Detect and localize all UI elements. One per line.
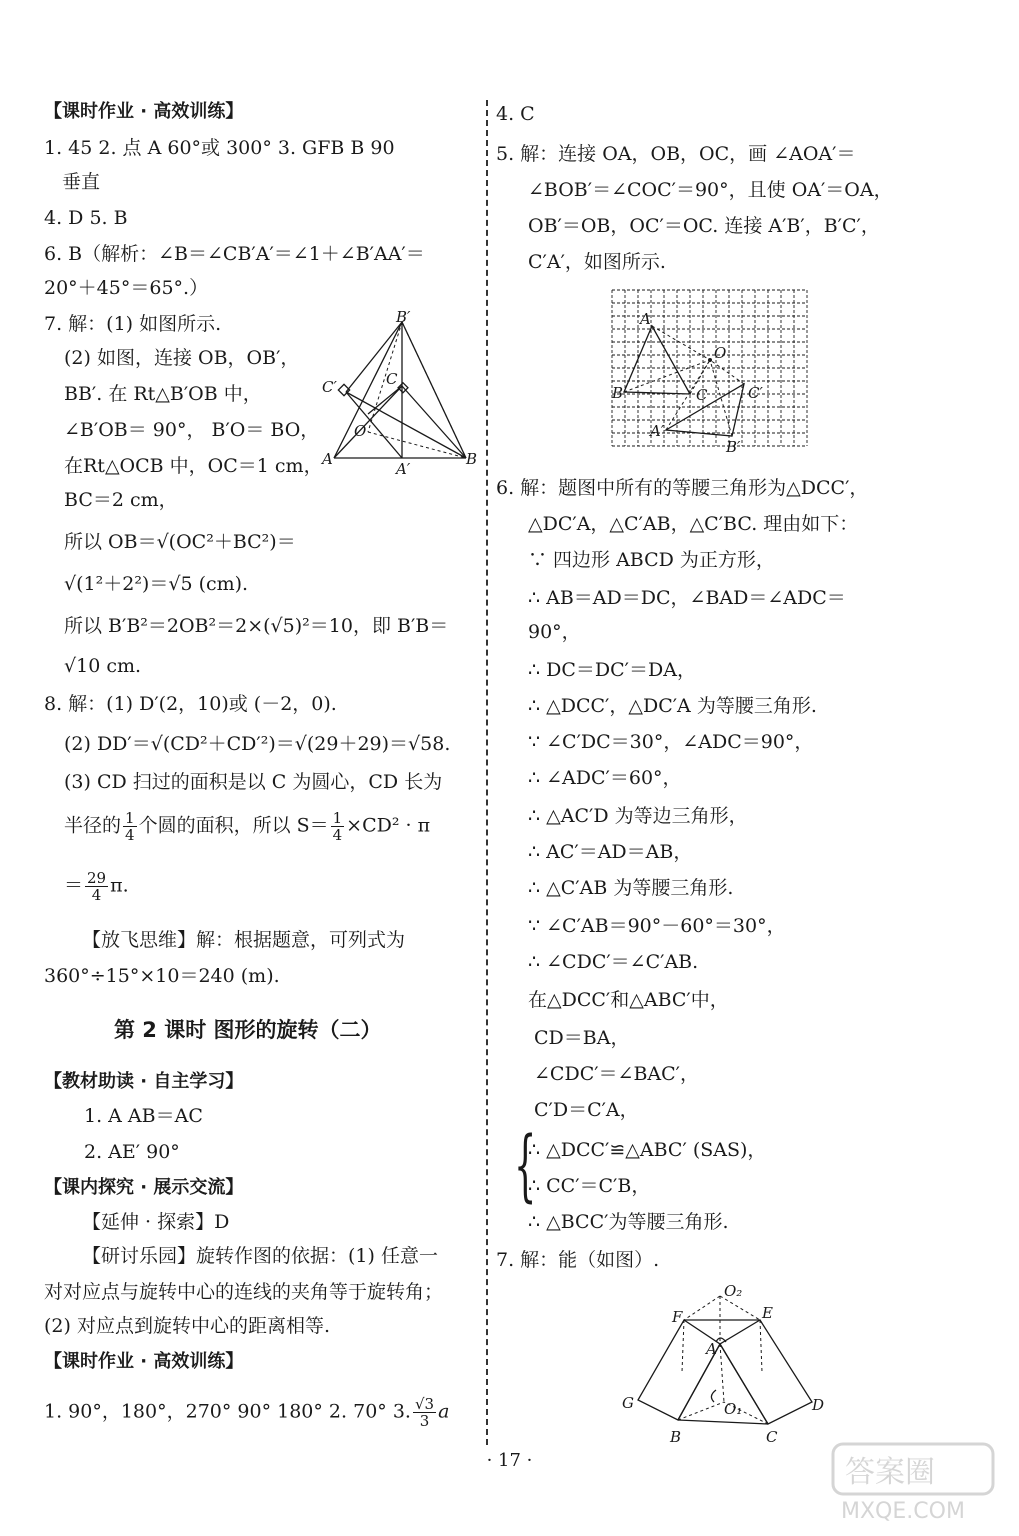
answer-line: ∴ △AC′D 为等边三角形， xyxy=(528,805,748,827)
fraction: $\frac{√3}{3}$ xyxy=(414,1395,435,1430)
point-label: E xyxy=(762,1304,773,1322)
answer-line: (2) 对应点到旋转中心的距离相等. xyxy=(44,1315,330,1337)
point-label: O₂ xyxy=(724,1282,743,1300)
point-label: B xyxy=(612,384,624,402)
answer-line: ∴ DC＝DC′＝DA， xyxy=(528,659,696,681)
lesson-title: 第 2 课时 图形的旋转（二） xyxy=(114,1018,382,1042)
answer-line: 90°， xyxy=(528,621,581,643)
answer-line: ∴ ∠ADC′＝60°， xyxy=(528,767,682,789)
answer-line: ∠CDC′＝∠BAC′， xyxy=(534,1063,699,1085)
answer-line: ∠BOB′＝∠COC′＝90°，且使 OA′＝OA， xyxy=(528,179,893,201)
answer-line: 【延伸 · 探索】D xyxy=(82,1211,230,1233)
answer-line: 1. A AB＝AC xyxy=(84,1105,203,1127)
answer-line: ∵ ∠C′AB＝90°－60°＝30°， xyxy=(528,915,786,937)
svg-text:MXQE.COM: MXQE.COM xyxy=(841,1499,965,1524)
answer-line: 1. 45 2. 点 A 60°或 300° 3. GFB B 90 xyxy=(44,137,395,159)
answer-line: 7. 解：能（如图）. xyxy=(496,1249,660,1271)
point-label: B xyxy=(670,1428,682,1446)
fraction: $\frac{1}{4}$ xyxy=(125,809,135,844)
section-heading: 【课时作业 · 高效训练】 xyxy=(44,101,244,122)
answer-line: (3) CD 扫过的面积是以 C 为圆心，CD 长为 xyxy=(64,771,443,793)
answer-line: 4. C xyxy=(496,103,535,125)
answer-line: 4. D 5. B xyxy=(44,207,128,229)
point-label: F xyxy=(672,1308,683,1326)
answer-line: 360°÷15°×10＝240 (m). xyxy=(44,965,280,987)
point-label: A xyxy=(706,1340,717,1358)
point-label: A xyxy=(322,450,333,468)
system-brace: { xyxy=(514,1121,537,1211)
point-label: O xyxy=(714,344,727,362)
column-divider xyxy=(486,100,488,1445)
point-label: B′ xyxy=(726,438,741,456)
answer-line: 所以 B′B²＝2OB²＝2×(√5)²＝10，即 B′B＝ xyxy=(64,615,449,637)
answer-line: 1. 90°，180°，270° 90° 180° 2. 70° 3. $\frac{√3}{3}$ a xyxy=(44,1395,450,1430)
answer-line: ∴ AB＝AD＝DC，∠BAD＝∠ADC＝ xyxy=(528,587,846,609)
answer-line: 6. B（解析：∠B＝∠CB′A′＝∠1＋∠B′AA′＝ xyxy=(44,243,425,265)
fraction: $\frac{1}{4}$ xyxy=(332,809,343,844)
answer-line: ∴ ∠CDC′＝∠C′AB. xyxy=(528,951,699,973)
answer-line: 【放飞思维】解：根据题意，可列式为 xyxy=(82,929,406,951)
answer-line: △DC′A，△C′AB，△C′BC. 理由如下： xyxy=(528,513,859,535)
geometry-figure-7b xyxy=(620,1282,830,1446)
answer-line: ∵ ∠C′DC＝30°，∠ADC＝90°， xyxy=(528,731,814,753)
answer-line: 5. 解：连接 OA，OB，OC，画 ∠AOA′＝ xyxy=(496,143,856,165)
answer-line: ∵ 四边形 ABCD 为正方形， xyxy=(528,549,775,571)
answer-line: ∠B′OB＝ 90°， B′O＝ BO， xyxy=(64,419,320,441)
answer-line: ∴ △BCC′为等腰三角形. xyxy=(528,1211,729,1233)
page-number: · 17 · xyxy=(486,1450,533,1471)
answer-line: ∴ CC′＝C′B， xyxy=(528,1175,651,1197)
answer-line: 所以 OB＝√(OC²＋BC²)＝ xyxy=(64,531,296,553)
answer-line: ＝ $\frac{29}{4}$ π. xyxy=(64,869,129,904)
section-heading: 【教材助读 · 自主学习】 xyxy=(44,1071,244,1092)
point-label: A xyxy=(640,310,651,328)
answer-line: √(1²＋2²)＝√5 (cm). xyxy=(64,573,249,595)
answer-line: C′D＝C′A， xyxy=(534,1099,639,1121)
answer-line: 对对应点与旋转中心的连线的夹角等于旋转角； xyxy=(44,1281,444,1303)
point-label: D xyxy=(812,1396,825,1414)
answer-line: C′A′，如图所示. xyxy=(528,251,666,273)
answer-line: ∴ AC′＝AD＝AB， xyxy=(528,841,693,863)
point-label: C′ xyxy=(748,384,763,402)
answer-line: 6. 解：题图中所有的等腰三角形为△DCC′， xyxy=(496,477,869,499)
answer-line: ∴ △DCC′≌△ABC′ (SAS)， xyxy=(528,1139,767,1161)
answer-line: 8. 解：(1) D′(2，10)或 (－2，0). xyxy=(44,693,337,715)
answer-line: 垂直 xyxy=(62,171,101,193)
point-label: A′ xyxy=(650,422,665,440)
watermark-logo xyxy=(823,1438,1003,1528)
point-label: B xyxy=(466,450,478,468)
answer-line: CD＝BA， xyxy=(534,1027,630,1049)
answer-line: ∴ △C′AB 为等腰三角形. xyxy=(528,877,734,899)
grid-rotation-figure-5 xyxy=(608,286,812,456)
answer-line: OB′＝OB，OC′＝OC. 连接 A′B′，B′C′， xyxy=(528,215,880,237)
answer-line: √10 cm. xyxy=(64,655,142,677)
point-label: B′ xyxy=(396,308,411,326)
answer-line: ∴ △DCC′，△DC′A 为等腰三角形. xyxy=(528,695,817,717)
answer-line: BB′. 在 Rt△B′OB 中， xyxy=(64,383,262,405)
answer-line: (2) DD′＝√(CD²＋CD′²)＝√(29＋29)＝√58. xyxy=(64,733,451,755)
point-label: O₁ xyxy=(724,1400,743,1418)
point-label: A′ xyxy=(396,460,411,478)
fraction: $\frac{29}{4}$ xyxy=(87,869,107,904)
point-label: C′ xyxy=(322,378,337,396)
answer-line: 7. 解：(1) 如图所示. xyxy=(44,313,222,335)
geometry-figure-7 xyxy=(320,308,478,478)
answer-line: 在△DCC′和△ABC′中， xyxy=(528,989,729,1011)
answer-line: 【研讨乐园】旋转作图的依据：(1) 任意一 xyxy=(82,1245,438,1267)
answer-line: 2. AE′ 90° xyxy=(84,1141,180,1163)
point-label: C xyxy=(766,1428,778,1446)
svg-text:答案圈: 答案圈 xyxy=(845,1455,935,1490)
point-label: C xyxy=(696,386,708,404)
answer-line: 半径的 $\frac{1}{4}$ 个圆的面积，所以 S＝ $\frac{1}{4}$ ×CD² · π xyxy=(64,809,431,844)
answer-line: (2) 如图，连接 OB，OB′， xyxy=(64,347,300,369)
point-label: G xyxy=(622,1394,634,1412)
answer-line: BC＝2 cm， xyxy=(64,489,178,511)
point-label: C xyxy=(386,370,398,388)
answer-line: 20°＋45°＝65°.） xyxy=(44,277,209,299)
section-heading: 【课时作业 · 高效训练】 xyxy=(44,1351,244,1372)
section-heading: 【课内探究 · 展示交流】 xyxy=(44,1177,244,1198)
answer-line: 在Rt△OCB 中，OC＝1 cm， xyxy=(64,455,323,477)
point-label: O xyxy=(354,422,367,440)
